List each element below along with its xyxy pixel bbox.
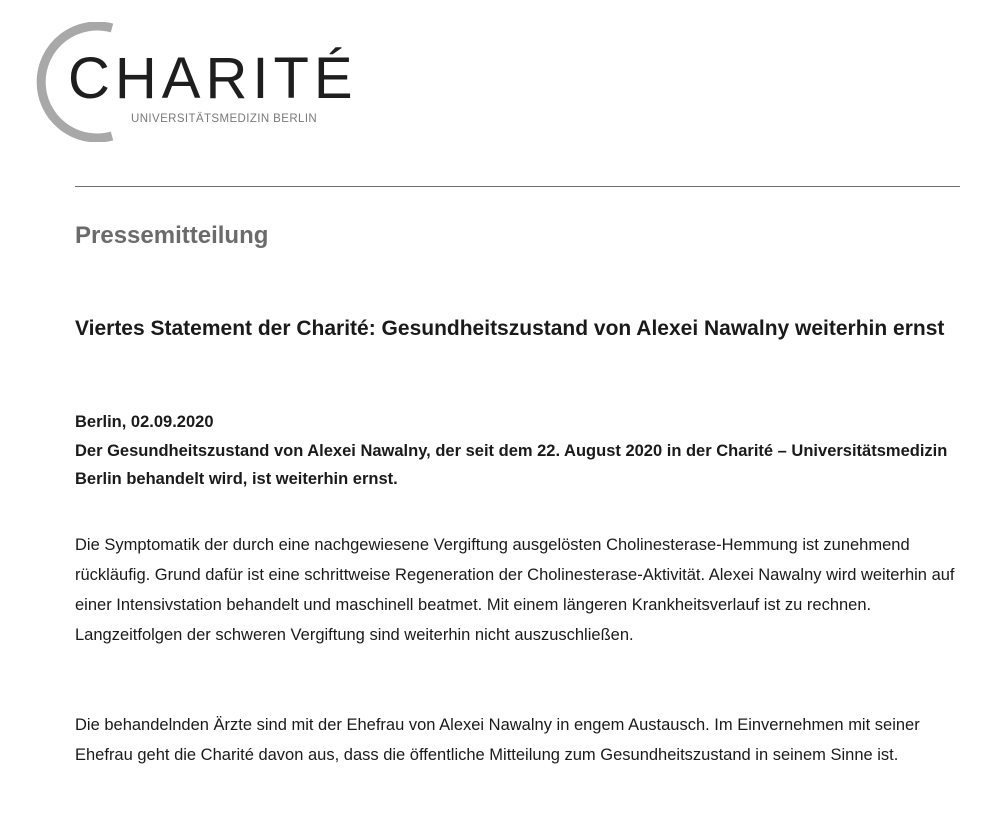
body-paragraph-2: Die behandelnden Ärzte sind mit der Ehefrau von Alexei Nawalny in engem Austausch. Im Einvernehmen mit seiner Ehefrau geht die Charité davon aus, dass die öffentliche Mitteilung zum Gesundheitszustand in seinem Sinne ist. [75, 716, 920, 764]
lead-paragraph: Der Gesundheitszustand von Alexei Nawalny, der seit dem 22. August 2020 in der Charité – Universitätsmedizin Berlin behandelt wird, ist weiterhin ernst. [75, 442, 948, 488]
header-divider [75, 186, 960, 187]
dateline: Berlin, 02.09.2020 [75, 413, 214, 431]
logo-subtitle: UNIVERSITÄTSMEDIZIN BERLIN [131, 113, 318, 125]
charite-logo [24, 22, 364, 142]
logo-name: CHARITÉ [68, 46, 358, 111]
body-paragraph-1: Die Symptomatik der durch eine nachgewiesene Vergiftung ausgelösten Cholinesterase-Hemmung ist zunehmend rückläufig. Grund dafür ist eine schrittweise Regeneration der Cholinesterase-Aktivität. Alexei Nawalny wird weiterhin auf einer Intensivstation behandelt und maschinell beatmet. Mit einem längeren Krankheitsverlauf ist zu rechnen. Langzeitfolgen der schweren Vergiftung sind weiterhin nicht auszuschließen. [75, 536, 955, 644]
press-release-headline: Viertes Statement der Charité: Gesundheitszustand von Alexei Nawalny weiterhin ernst [75, 317, 945, 340]
document-type-label: Pressemitteilung [75, 222, 269, 249]
